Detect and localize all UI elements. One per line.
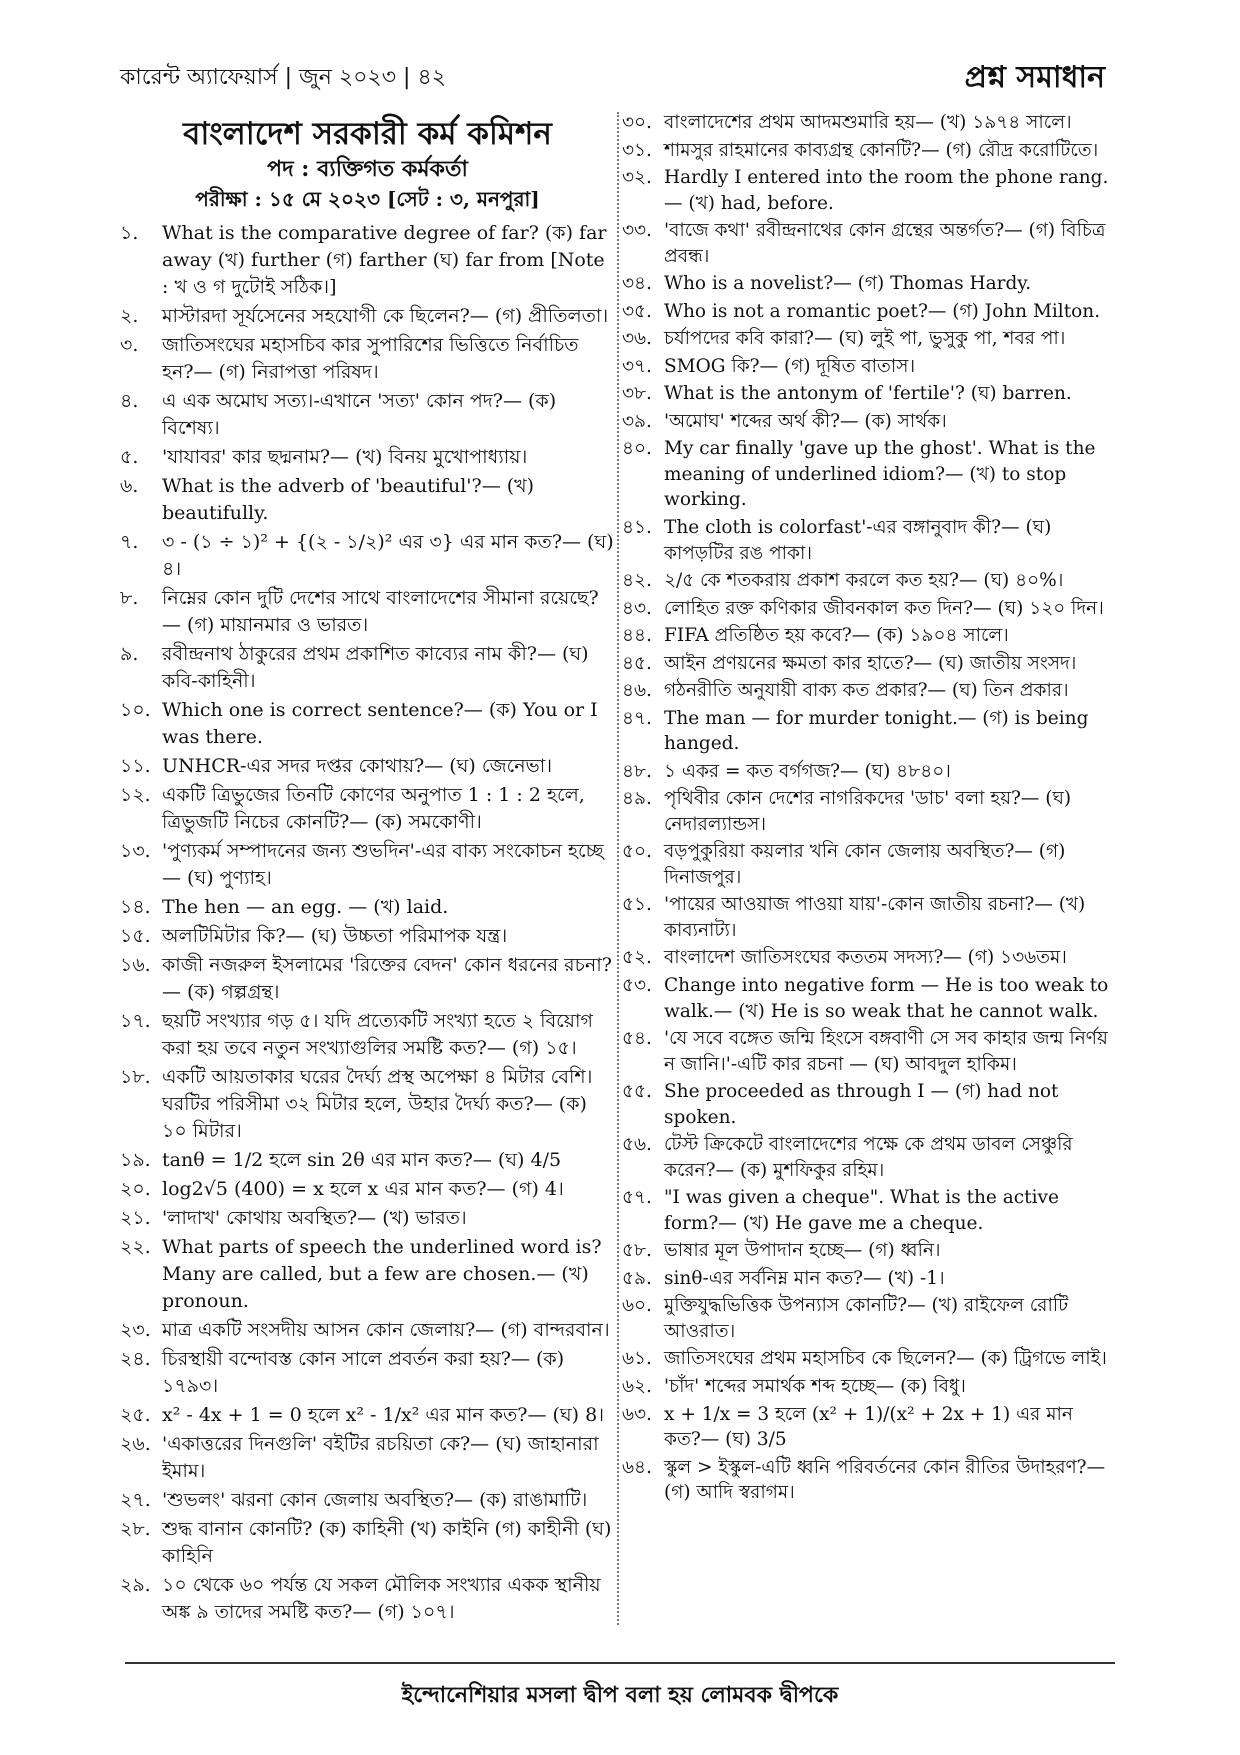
question-number: ৩৫.	[622, 300, 652, 322]
question-number: ২০.	[120, 1178, 151, 1200]
question-item	[622, 706, 1112, 757]
page-header	[120, 58, 1105, 98]
question-text: অলটিমিটার কি?— (ঘ) উচ্চতা পরিমাপক যন্ত্র।	[162, 925, 508, 947]
question-text: 'অমোঘ' শব্দের অর্থ কী?— (ক) সার্থক।	[664, 410, 947, 432]
question-item	[120, 923, 615, 950]
question-text: log2√5 (400) = x হলে x এর মান কত?— (গ) 4।	[162, 1178, 564, 1200]
question-number: ১.	[120, 222, 139, 244]
question-number: ৫৬.	[622, 1134, 652, 1156]
question-text: 'বাজে কথা' রবীন্দ্রনাথের কোন গ্রন্থের অন্তর্গত?— (গ) বিচিত্র প্রবন্ধ।	[664, 220, 1106, 267]
question-item	[120, 1176, 615, 1203]
question-item	[120, 1205, 615, 1232]
question-text: ছয়টি সংখ্যার গড় ৫। যদি প্রত্যেকটি সংখ্যা হতে ২ বিয়োগ করা হয় তবে নতুন সংখ্যাগুলির সমষ্টি কত?— (গ) ১৫।	[162, 1010, 593, 1059]
question-number: ৪৩.	[622, 597, 652, 619]
question-item	[622, 1185, 1112, 1236]
question-item	[622, 271, 1112, 297]
question-item	[622, 786, 1112, 837]
right-column	[622, 110, 1112, 1630]
question-item	[622, 1455, 1112, 1506]
question-number: ৩২.	[622, 167, 652, 189]
question-item	[622, 1402, 1112, 1453]
question-number: ৫.	[120, 446, 139, 468]
question-number: ৮.	[120, 587, 139, 609]
question-text: What is the comparative degree of far? (ক) far away (খ) further (গ) farther (ঘ) far from [Note : খ ও গ দুটোই সঠিক।]	[162, 222, 607, 298]
question-item	[120, 303, 615, 330]
question-number: ৫৮.	[622, 1240, 652, 1262]
question-number: ৩.	[120, 334, 139, 356]
question-text: আইন প্রণয়নের ক্ষমতা কার হাতে?— (ঘ) জাতীয় সংসদ।	[664, 652, 1077, 674]
question-text: ১ একর = কত বর্গগজ?— (ঘ) ৪৮৪০।	[664, 760, 951, 782]
question-number: ১৬.	[120, 954, 151, 976]
question-item	[622, 568, 1112, 594]
question-text: 'যে সবে বঙ্গেত জন্মি হিংসে বঙ্গবাণী সে সব কাহার জন্ম নির্ণয় ন জানি।'-এটি কার রচনা — (ঘ) আবদুল হাকিম।	[664, 1028, 1108, 1075]
question-number: ২.	[120, 305, 139, 327]
question-text: কাজী নজরুল ইসলামের 'রিক্তের বেদন' কোন ধরনের রচনা?— (ক) গল্পগ্রন্থ।	[162, 954, 612, 1003]
question-text: চিরস্থায়ী বন্দোবস্ত কোন সালে প্রবর্তন করা হয়?— (ক) ১৭৯৩।	[162, 1348, 565, 1397]
question-number: ৫০.	[622, 841, 652, 863]
question-number: ৬১.	[622, 1348, 652, 1370]
question-number: ৯.	[120, 643, 139, 665]
question-number: ১৫.	[120, 925, 151, 947]
question-number: ৫৩.	[622, 975, 652, 996]
question-item	[120, 1147, 615, 1174]
question-text: শুদ্ধ বানান কোনটি? (ক) কাহিনী (খ) কাইনি (গ) কাহীনী (ঘ) কাহিনি	[162, 1518, 612, 1567]
question-number: ১২.	[120, 784, 151, 806]
question-number: ৩০.	[622, 112, 652, 133]
question-text: 'পুণ্যকর্ম সম্পাদনের জন্য শুভদিন'-এর বাক্য সংকোচন হচ্ছে— (ঘ) পুণ্যাহ।	[162, 840, 604, 889]
question-text: মাস্টারদা সূর্যসেনের সহযোগী কে ছিলেন?— (গ) প্রীতিলতা।	[162, 305, 609, 327]
question-item	[622, 436, 1112, 513]
question-item	[120, 1572, 615, 1626]
question-text: রবীন্দ্রনাথ ঠাকুরের প্রথম প্রকাশিত কাব্যের নাম কী?— (ঘ) কবি-কাহিনী।	[162, 643, 589, 692]
question-item	[120, 220, 615, 301]
question-item	[622, 1079, 1112, 1130]
question-text: The hen — an egg. — (খ) laid.	[162, 896, 449, 918]
question-text: ১০ থেকে ৬০ পর্যন্ত যে সকল মৌলিক সংখ্যার একক স্থানীয় অঙ্ক ৯ তাদের সমষ্টি কত?— (গ) ১০৭।	[162, 1574, 601, 1623]
question-number: ৬৪.	[622, 1456, 652, 1478]
question-item	[120, 753, 615, 780]
question-text: বড়পুকুরিয়া কয়লার খনি কোন জেলায় অবস্থিত?— (গ) দিনাজপুর।	[664, 841, 1066, 888]
question-text: 'লাদাখ' কোথায় অবস্থিত?— (খ) ভারত।	[162, 1207, 467, 1229]
question-text: মাত্র একটি সংসদীয় আসন কোন জেলায়?— (গ) বান্দরবান।	[162, 1319, 610, 1341]
question-item	[622, 892, 1112, 943]
question-text: একটি আয়তাকার ঘরের দৈর্ঘ্য প্রস্থ অপেক্ষা ৪ মিটার বেশি। ঘরটির পরিসীমা ৩২ মিটার হলে, উহার দৈর্ঘ্য কত?— (ক) ১০ মিটার।	[162, 1066, 593, 1142]
question-text: 'একাত্তরের দিনগুলি' বইটির রচয়িতা কে?— (ঘ) জাহানারা ইমাম।	[162, 1433, 599, 1482]
question-text: জাতিসংঘের মহাসচিব কার সুপারিশের ভিত্তিতে নির্বাচিত হন?— (গ) নিরাপত্তা পরিষদ।	[162, 334, 579, 383]
question-text: বাংলাদেশের প্রথম আদমশুমারি হয়— (খ) ১৯৭৪ সালে।	[664, 112, 1072, 133]
question-item	[120, 1008, 615, 1062]
question-item	[120, 697, 615, 751]
question-text: FIFA প্রতিষ্ঠিত হয় কবে?— (ক) ১৯০৪ সালে।	[664, 625, 1009, 647]
question-item	[120, 1234, 615, 1315]
question-number: ৩১.	[622, 139, 652, 161]
question-item	[120, 473, 615, 527]
question-item	[120, 1487, 615, 1514]
question-text: ৩ - (১ ÷ ১)² + {(২ - ১/২)² এর ৩} এর মান কত?— (ঘ) ৪।	[162, 531, 614, 580]
question-item	[120, 782, 615, 836]
question-item	[622, 299, 1112, 325]
question-number: ৬.	[120, 475, 139, 497]
question-number: ৩৪.	[622, 273, 652, 295]
question-text: x + 1/x = 3 হলে (x² + 1)/(x² + 2x + 1) এর মান কত?— (ঘ) 3/5	[664, 1403, 1073, 1451]
question-number: ১০.	[120, 699, 151, 721]
question-item	[622, 759, 1112, 785]
question-number: ৬৩.	[622, 1403, 652, 1425]
question-number: ২৪.	[120, 1348, 151, 1370]
question-item	[622, 973, 1112, 1024]
question-number: ৪২.	[622, 570, 652, 592]
question-number: ২১.	[120, 1207, 151, 1229]
question-text: Hardly I entered into the room the phone rang.— (খ) had, before.	[664, 167, 1109, 214]
question-item	[622, 1026, 1112, 1077]
question-number: ২৬.	[120, 1433, 151, 1455]
question-text: স্কুল > ইস্কুল-এটি ধ্বনি পরিবর্তনের কোন রীতির উদাহরণ?— (গ) আদি স্বরাগম।	[664, 1456, 1106, 1504]
question-number: ৪১.	[622, 516, 652, 538]
question-item	[120, 1064, 615, 1145]
exam-date: পরীক্ষা : ১৫ মে ২০২৩ [সেট : ৩, মনপুরা]	[195, 187, 540, 211]
question-number: ৪৯.	[622, 788, 652, 810]
question-text: ২/৫ কে শতকরায় প্রকাশ করলে কত হয়?— (ঘ) ৪০%।	[664, 570, 1064, 592]
question-text: বাংলাদেশ জাতিসংঘের কততম সদস্য?— (গ) ১৩৬তম।	[664, 947, 1067, 969]
question-text: UNHCR-এর সদর দপ্তর কোথায়?— (ঘ) জেনেভা।	[162, 755, 553, 777]
question-number: ৭.	[120, 531, 139, 553]
question-number: ৪.	[120, 390, 139, 412]
left-column	[120, 110, 615, 1630]
question-item	[120, 1317, 615, 1344]
question-item	[622, 1266, 1112, 1292]
question-item	[622, 623, 1112, 649]
question-number: ৫৪.	[622, 1028, 652, 1050]
magazine-issue: কারেন্ট অ্যাফেয়ার্স | জুন ২০২৩ | ৪২	[120, 64, 447, 90]
question-item	[622, 138, 1112, 164]
question-item	[120, 332, 615, 386]
question-number: ৪৮.	[622, 760, 652, 782]
question-item	[622, 1132, 1112, 1183]
question-text: "I was given a cheque". What is the active form?— (খ) He gave me a cheque.	[664, 1187, 1059, 1234]
question-item	[622, 596, 1112, 622]
question-text: What parts of speech the underlined word is? Many are called, but a few are chosen.— (খ) pronoun.	[162, 1236, 602, 1312]
question-item	[622, 381, 1112, 407]
question-item	[622, 218, 1112, 269]
question-text: The man — for murder tonight.— (গ) is being hanged.	[664, 707, 1089, 755]
question-number: ৬০.	[622, 1295, 652, 1317]
question-text: মুক্তিযুদ্ধভিত্তিক উপন্যাস কোনটি?— (খ) রাইফেল রোটি আওরাত।	[664, 1295, 1069, 1342]
question-text: tanθ = 1/2 হলে sin 2θ এর মান কত?— (ঘ) 4/5	[162, 1149, 562, 1171]
question-text: একটি ত্রিভুজের তিনটি কোণের অনুপাত 1 : 1 : 2 হলে, ত্রিভুজটি নিচের কোনটি?— (ক) সমকোণী।	[162, 784, 585, 833]
question-text: SMOG কি?— (গ) দূষিত বাতাস।	[664, 355, 916, 377]
question-text: চর্যাপদের কবি কারা?— (ঘ) লুই পা, ভুসুকু পা, শবর পা।	[664, 328, 1066, 350]
question-text: x² - 4x + 1 = 0 হলে x² - 1/x² এর মান কত?— (ঘ) 8।	[162, 1404, 604, 1426]
question-number: ৩৯.	[622, 410, 652, 432]
question-text: The cloth is colorfast'-এর বঙ্গানুবাদ কী?— (ঘ) কাপড়টির রঙ পাকা।	[664, 516, 1052, 564]
question-item	[622, 1293, 1112, 1344]
exam-title: বাংলাদেশ সরকারী কর্ম কমিশন	[183, 116, 552, 152]
question-number: ১৩.	[120, 840, 151, 862]
question-number: ৫২.	[622, 947, 652, 969]
question-number: ৪৭.	[622, 707, 652, 729]
question-item	[622, 326, 1112, 352]
question-number: ৪৬.	[622, 680, 652, 702]
question-item	[622, 515, 1112, 566]
question-text: 'যাযাবর' কার ছদ্মনাম?— (খ) বিনয় মুখোপাধ্যায়।	[162, 446, 528, 468]
question-text: 'শুভলং' ঝরনা কোন জেলায় অবস্থিত?— (ক) রাঙামাটি।	[162, 1489, 588, 1511]
question-item	[622, 110, 1112, 136]
question-number: ৫৯.	[622, 1267, 652, 1289]
question-text: Who is a novelist?— (গ) Thomas Hardy.	[664, 273, 1032, 295]
question-text: টেস্ট ক্রিকেটে বাংলাদেশের পক্ষে কে প্রথম ডাবল সেঞ্চুরি করেন?— (ক) মুশফিকুর রহিম।	[664, 1134, 1073, 1181]
question-item	[622, 1374, 1112, 1400]
question-number: ১১.	[120, 755, 151, 777]
question-text: শামসুর রাহমানের কাব্যগ্রন্থ কোনটি?— (গ) রৌদ্র করোটিতে।	[664, 139, 1099, 161]
question-text: Change into negative form — He is too weak to walk.— (খ) He is so weak that he cannot walk.	[664, 975, 1109, 1022]
question-item	[120, 894, 615, 921]
question-number: ৩৬.	[622, 328, 652, 350]
question-number: ৫১.	[622, 894, 652, 916]
question-item	[622, 1238, 1112, 1264]
question-item	[622, 354, 1112, 380]
question-item	[120, 1402, 615, 1429]
question-number: ৫৭.	[622, 1187, 652, 1209]
question-number: ২৩.	[120, 1319, 151, 1341]
question-item	[120, 838, 615, 892]
question-text: Who is not a romantic poet?— (গ) John Milton.	[664, 300, 1101, 322]
question-item	[120, 529, 615, 583]
question-number: ২৮.	[120, 1518, 151, 1540]
section-title: প্রশ্ন সমাধান	[964, 59, 1105, 95]
question-number: ৩৮.	[622, 383, 652, 405]
question-text: গঠনরীতি অনুযায়ী বাক্য কত প্রকার?— (ঘ) তিন প্রকার।	[664, 680, 1069, 702]
exam-post: পদ : ব্যক্তিগত কর্মকর্তা	[267, 156, 468, 182]
question-text: নিম্নের কোন দুটি দেশের সাথে বাংলাদেশের সীমানা রয়েছে?— (গ) মায়ানমার ও ভারত।	[162, 587, 599, 636]
question-item	[622, 651, 1112, 677]
question-item	[622, 839, 1112, 890]
question-item	[622, 409, 1112, 435]
question-item	[120, 388, 615, 442]
question-item	[120, 1516, 615, 1570]
question-text: She proceeded as through I — (গ) had not spoken.	[664, 1081, 1059, 1128]
question-item	[120, 1431, 615, 1485]
footer-fact: ইন্দোনেশিয়ার মসলা দ্বীপ বলা হয় লোমবক দ্বীপকে	[125, 1662, 1115, 1715]
column-divider	[617, 112, 619, 1625]
question-text: sinθ-এর সর্বনিম্ন মান কত?— (খ) -1।	[664, 1267, 945, 1289]
question-item	[120, 1346, 615, 1400]
question-number: ১৮.	[120, 1066, 151, 1088]
question-number: ৪৪.	[622, 625, 652, 647]
question-item	[622, 1346, 1112, 1372]
question-number: ৫৫.	[622, 1081, 652, 1103]
question-number: ১৪.	[120, 896, 151, 918]
question-number: ৩৩.	[622, 220, 652, 242]
question-text: Which one is correct sentence?— (ক) You or I was there.	[162, 699, 598, 748]
question-number: ৬২.	[622, 1375, 652, 1397]
question-text: My car finally 'gave up the ghost'. What is the meaning of underlined idiom?— (খ) to stop working.	[664, 438, 1096, 511]
question-text: জাতিসংঘের প্রথম মহাসচিব কে ছিলেন?— (ক) ট্রিগভে লাই।	[664, 1348, 1107, 1370]
question-number: ২৯.	[120, 1574, 151, 1596]
question-text: লোহিত রক্ত কণিকার জীবনকাল কত দিন?— (ঘ) ১২০ দিন।	[664, 597, 1104, 619]
question-text: এ এক অমোঘ সত্য।-এখানে 'সত্য' কোন পদ?— (ক) বিশেষ্য।	[162, 390, 557, 439]
question-item	[120, 444, 615, 471]
question-text: 'পায়ের আওয়াজ পাওয়া যায়'-কোন জাতীয় রচনা?— (খ) কাব্যনাট্য।	[664, 894, 1086, 941]
question-number: ৩৭.	[622, 355, 652, 377]
question-number: ২২.	[120, 1236, 151, 1258]
question-number: ২৫.	[120, 1404, 151, 1426]
question-item	[120, 952, 615, 1006]
question-item	[120, 585, 615, 639]
question-number: ১৯.	[120, 1149, 151, 1171]
question-item	[622, 165, 1112, 216]
question-item	[120, 641, 615, 695]
question-text: ভাষার মূল উপাদান হচ্ছে— (গ) ধ্বনি।	[664, 1240, 941, 1262]
question-number: ৪৫.	[622, 652, 652, 674]
question-item	[622, 678, 1112, 704]
question-number: ২৭.	[120, 1489, 151, 1511]
question-number: ১৭.	[120, 1010, 151, 1032]
question-number: ৪০.	[622, 438, 652, 460]
question-item	[622, 945, 1112, 971]
question-text: What is the antonym of 'fertile'? (ঘ) barren.	[664, 383, 1072, 405]
question-text: What is the adverb of 'beautiful'?— (খ) beautifully.	[162, 475, 535, 524]
question-text: পৃথিবীর কোন দেশের নাগরিকদের 'ডাচ' বলা হয়?— (ঘ) নেদারল্যান্ডস।	[664, 788, 1072, 835]
question-text: 'চাঁদ' শব্দের সমার্থক শব্দ হচ্ছে— (ক) বিধু।	[664, 1375, 966, 1397]
